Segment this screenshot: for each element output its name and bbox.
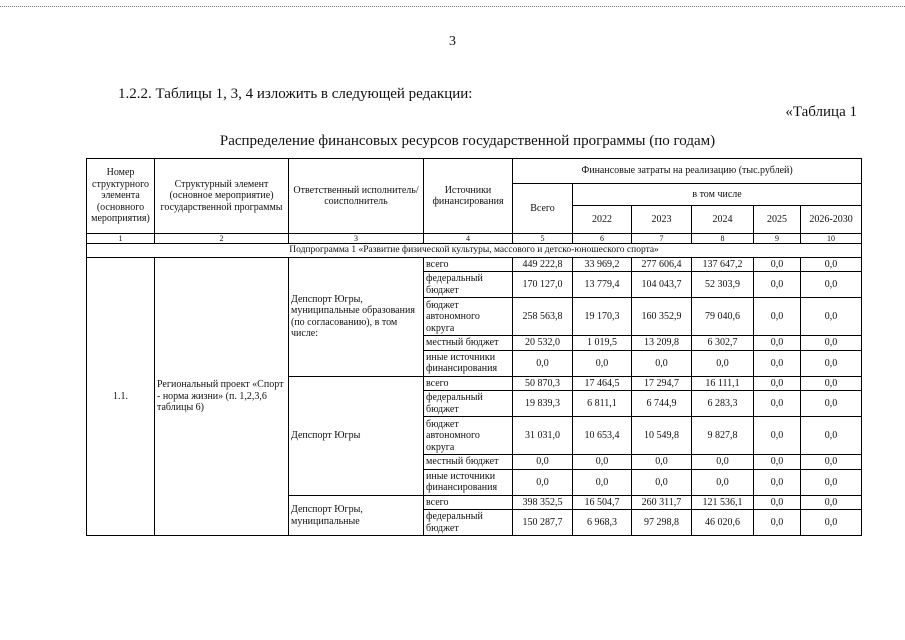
subprogram-title: Подпрограмма 1 «Развитие физической культуры, массового и детско-юношеского спорта» [87,244,862,258]
source-cell: всего [424,495,513,510]
value-cell: 0,0 [632,469,692,495]
value-cell: 0,0 [754,417,801,455]
value-cell: 17 464,5 [573,376,632,391]
value-cell: 170 127,0 [513,272,573,298]
value-cell: 0,0 [754,350,801,376]
executor-cell: Депспорт Югры, муниципальные [289,495,424,536]
header-year: 2025 [754,206,801,234]
row-number: 1.1. [87,257,155,536]
value-cell: 0,0 [754,510,801,536]
value-cell: 0,0 [573,455,632,470]
intro-text: 1.2.2. Таблицы 1, 3, 4 изложить в следующей редакции: [118,86,473,102]
source-cell: местный бюджет [424,455,513,470]
value-cell: 0,0 [754,495,801,510]
table-label: «Таблица 1 [785,104,857,120]
value-cell: 0,0 [692,469,754,495]
value-cell: 150 287,7 [513,510,573,536]
value-cell: 19 170,3 [573,298,632,336]
col-number: 10 [801,234,862,244]
source-cell: иные источники финансирования [424,469,513,495]
value-cell: 79 040,6 [692,298,754,336]
value-cell: 121 536,1 [692,495,754,510]
header-element: Структурный элемент (основное мероприятие) государственной программы [155,159,289,234]
scan-edge-line [0,6,905,7]
value-cell: 0,0 [801,272,862,298]
value-cell: 0,0 [801,391,862,417]
executor-cell: Депспорт Югры, муниципальные образования (по согласованию), в том числе: [289,257,424,376]
value-cell: 20 532,0 [513,336,573,351]
value-cell: 17 294,7 [632,376,692,391]
value-cell: 16 111,1 [692,376,754,391]
header-source: Источники финансирования [424,159,513,234]
value-cell: 0,0 [513,469,573,495]
value-cell: 0,0 [801,376,862,391]
value-cell: 137 647,2 [692,257,754,272]
col-number: 5 [513,234,573,244]
value-cell: 0,0 [573,350,632,376]
value-cell: 50 870,3 [513,376,573,391]
element-name: Региональный проект «Спорт - норма жизни» (п. 1,2,3,6 таблицы 6) [155,257,289,536]
value-cell: 19 839,3 [513,391,573,417]
col-number: 2 [155,234,289,244]
source-cell: бюджет автономного округа [424,417,513,455]
value-cell: 0,0 [801,495,862,510]
value-cell: 9 827,8 [692,417,754,455]
value-cell: 16 504,7 [573,495,632,510]
value-cell: 0,0 [754,469,801,495]
value-cell: 0,0 [801,417,862,455]
value-cell: 6 283,3 [692,391,754,417]
value-cell: 46 020,6 [692,510,754,536]
value-cell: 13 779,4 [573,272,632,298]
value-cell: 0,0 [801,455,862,470]
value-cell: 0,0 [692,350,754,376]
value-cell: 0,0 [801,350,862,376]
value-cell: 0,0 [513,350,573,376]
value-cell: 398 352,5 [513,495,573,510]
value-cell: 10 549,8 [632,417,692,455]
value-cell: 260 311,7 [632,495,692,510]
value-cell: 0,0 [754,376,801,391]
source-cell: местный бюджет [424,336,513,351]
header-costs: Финансовые затраты на реализацию (тыс.рублей) [513,159,862,184]
col-number: 3 [289,234,424,244]
col-number: 8 [692,234,754,244]
value-cell: 0,0 [754,336,801,351]
source-cell: иные источники финансирования [424,350,513,376]
header-year: 2022 [573,206,632,234]
value-cell: 6 744,9 [632,391,692,417]
value-cell: 0,0 [692,455,754,470]
value-cell: 277 606,4 [632,257,692,272]
value-cell: 1 019,5 [573,336,632,351]
col-number: 6 [573,234,632,244]
value-cell: 0,0 [801,257,862,272]
value-cell: 0,0 [801,469,862,495]
col-number: 7 [632,234,692,244]
source-cell: федеральный бюджет [424,510,513,536]
value-cell: 6 811,1 [573,391,632,417]
table-title: Распределение финансовых ресурсов государственной программы (по годам) [219,133,716,149]
value-cell: 33 969,2 [573,257,632,272]
header-year: 2023 [632,206,692,234]
header-num: Номер структурного элемента (основного мероприятия) [87,159,155,234]
header-total: Всего [513,184,573,234]
source-cell: федеральный бюджет [424,391,513,417]
executor-cell: Депспорт Югры [289,376,424,495]
value-cell: 449 222,8 [513,257,573,272]
source-cell: всего [424,257,513,272]
header-year: 2026-2030 [801,206,862,234]
value-cell: 0,0 [754,298,801,336]
col-number: 4 [424,234,513,244]
value-cell: 0,0 [754,272,801,298]
value-cell: 0,0 [801,510,862,536]
value-cell: 0,0 [754,391,801,417]
col-number: 9 [754,234,801,244]
value-cell: 52 303,9 [692,272,754,298]
value-cell: 31 031,0 [513,417,573,455]
value-cell: 0,0 [801,298,862,336]
value-cell: 97 298,8 [632,510,692,536]
value-cell: 160 352,9 [632,298,692,336]
value-cell: 104 043,7 [632,272,692,298]
value-cell: 0,0 [513,455,573,470]
table-row [87,257,862,272]
header-year: 2024 [692,206,754,234]
value-cell: 258 563,8 [513,298,573,336]
source-cell: всего [424,376,513,391]
col-number: 1 [87,234,155,244]
value-cell: 0,0 [632,455,692,470]
header-executor: Ответственный исполнитель/соисполнитель [289,159,424,234]
value-cell: 0,0 [801,336,862,351]
value-cell: 0,0 [632,350,692,376]
value-cell: 6 302,7 [692,336,754,351]
value-cell: 6 968,3 [573,510,632,536]
value-cell: 10 653,4 [573,417,632,455]
value-cell: 0,0 [754,257,801,272]
value-cell: 0,0 [754,455,801,470]
source-cell: федеральный бюджет [424,272,513,298]
source-cell: бюджет автономного округа [424,298,513,336]
value-cell: 0,0 [573,469,632,495]
value-cell: 13 209,8 [632,336,692,351]
page-number: 3 [449,34,456,49]
header-including: в том числе [573,184,862,206]
finance-table [86,158,862,536]
